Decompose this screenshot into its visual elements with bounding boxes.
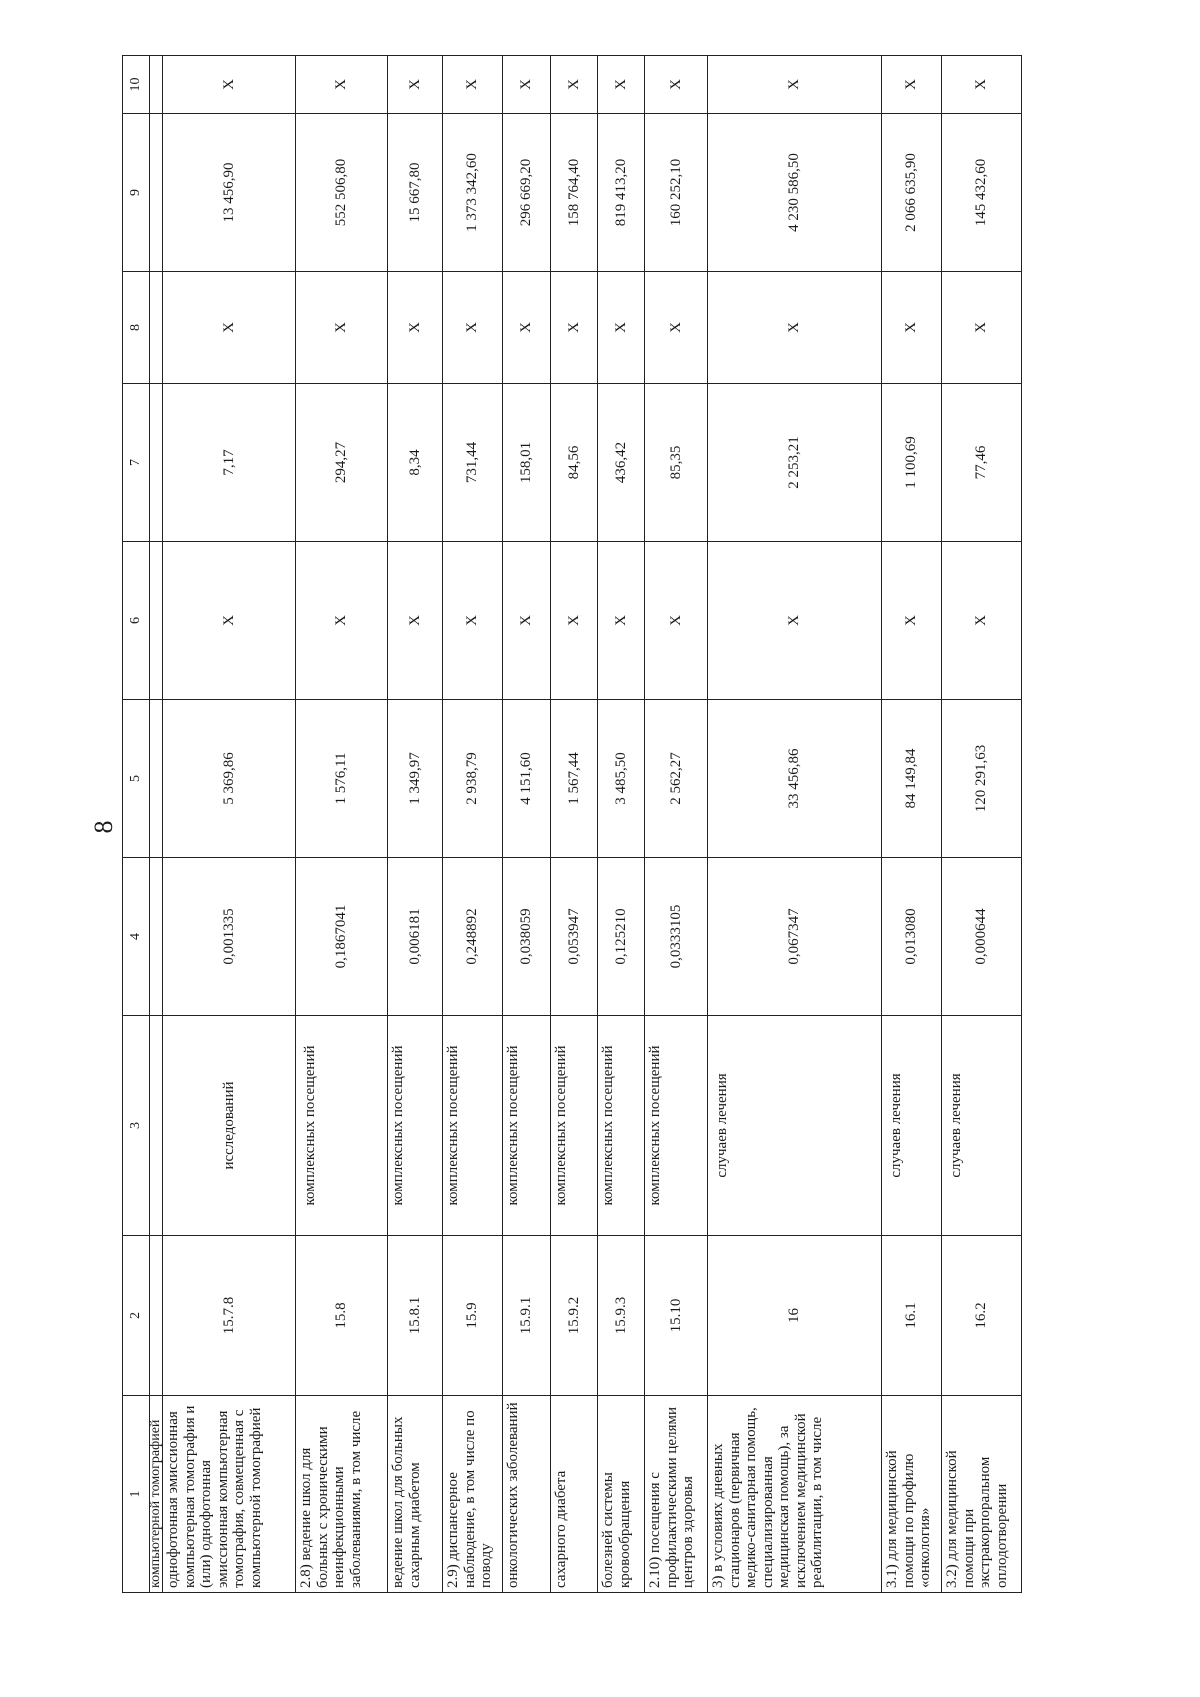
per-capita-norm: 84,56	[551, 384, 598, 542]
table-row	[443, 56, 503, 1593]
per-capita-norm: 294,27	[296, 384, 388, 542]
unit-cost: 5 369,86	[163, 700, 296, 858]
per-capita-norm: 77,46	[942, 384, 1022, 542]
volume-norm: 0,000644	[942, 858, 1022, 1016]
row-code: 15.10	[645, 1236, 708, 1396]
unit: комплексных посещений	[598, 1016, 645, 1236]
row-code: 15.7.8	[163, 1236, 296, 1396]
unit: комплексных посещений	[296, 1016, 388, 1236]
unit-cost: 2 562,27	[645, 700, 708, 858]
total-cost: 145 432,60	[942, 114, 1022, 272]
page-number: 8	[89, 820, 118, 834]
row-code: 16.2	[942, 1236, 1022, 1396]
total-cost: 160 252,10	[645, 114, 708, 272]
unit-cost: 33 456,86	[708, 700, 882, 858]
cell-x: X	[645, 542, 708, 700]
indicator-name: сахарного диабета	[551, 1396, 598, 1593]
volume-norm: 0,038059	[503, 858, 551, 1016]
unit: исследований	[163, 1016, 296, 1236]
data-table	[122, 55, 1022, 1593]
cell-x: X	[163, 272, 296, 384]
table-row	[882, 56, 942, 1593]
indicator-name: 3) в условиях дневных стационаров (первичная медико-санитарная помощь, специализированная медицинская помощь), за исключением медицинской реабилитации, в том числе	[708, 1396, 882, 1593]
cell-x: X	[942, 56, 1022, 114]
column-number: 1	[123, 1396, 150, 1593]
table-row	[708, 56, 882, 1593]
cell-x: X	[942, 272, 1022, 384]
unit: случаев лечения	[882, 1016, 942, 1236]
cell-x: X	[296, 56, 388, 114]
unit-cost: 1 567,44	[551, 700, 598, 858]
cell-x: X	[388, 56, 443, 114]
column-number-row	[123, 56, 150, 1593]
column-number: 8	[123, 272, 150, 384]
row-code: 16	[708, 1236, 882, 1396]
per-capita-norm: 1 100,69	[882, 384, 942, 542]
cell-x: X	[645, 272, 708, 384]
volume-norm: 0,006181	[388, 858, 443, 1016]
cell-x: X	[645, 56, 708, 114]
total-cost: 13 456,90	[163, 114, 296, 272]
per-capita-norm: 85,35	[645, 384, 708, 542]
unit: комплексных посещений	[443, 1016, 503, 1236]
cell-x: X	[443, 272, 503, 384]
unit-cost: 120 291,63	[942, 700, 1022, 858]
cell-x: X	[296, 272, 388, 384]
column-number: 6	[123, 542, 150, 700]
table-row	[163, 56, 296, 1593]
column-number: 2	[123, 1236, 150, 1396]
indicator-name: болезней системы кровообращения	[598, 1396, 645, 1593]
per-capita-norm: 731,44	[443, 384, 503, 542]
volume-norm: 0,125210	[598, 858, 645, 1016]
per-capita-norm: 158,01	[503, 384, 551, 542]
cell-x: X	[443, 542, 503, 700]
total-cost: 15 667,80	[388, 114, 443, 272]
table-row	[942, 56, 1022, 1593]
per-capita-norm: 7,17	[163, 384, 296, 542]
cell-x: X	[163, 56, 296, 114]
column-number: 3	[123, 1016, 150, 1236]
cell-x: X	[942, 542, 1022, 700]
row-code: 15.9.3	[598, 1236, 645, 1396]
total-cost: 2 066 635,90	[882, 114, 942, 272]
cell-x: X	[708, 272, 882, 384]
total-cost: 4 230 586,50	[708, 114, 882, 272]
unit-cost: 1 576,11	[296, 700, 388, 858]
cell-x: X	[388, 542, 443, 700]
per-capita-norm: 8,34	[388, 384, 443, 542]
cell-x: X	[296, 542, 388, 700]
volume-norm: 0,001335	[163, 858, 296, 1016]
per-capita-norm: 436,42	[598, 384, 645, 542]
cell-x: X	[598, 56, 645, 114]
cell-x: X	[443, 56, 503, 114]
indicator-name: 2.8) ведение школ для больных с хроническими неинфекционными заболеваниями, в том числе	[296, 1396, 388, 1593]
cell-x: X	[598, 272, 645, 384]
unit-cost: 4 151,60	[503, 700, 551, 858]
column-number: 4	[123, 858, 150, 1016]
cell-x: X	[551, 56, 598, 114]
volume-norm: 0,1867041	[296, 858, 388, 1016]
unit: комплексных посещений	[388, 1016, 443, 1236]
volume-norm: 0,013080	[882, 858, 942, 1016]
table-row	[645, 56, 708, 1593]
cell-x: X	[882, 56, 942, 114]
volume-norm: 0,0333105	[645, 858, 708, 1016]
volume-norm: 0,067347	[708, 858, 882, 1016]
unit: комплексных посещений	[645, 1016, 708, 1236]
indicator-name: 3.2) для медицинской помощи при экстракорпоральном оплодотворении	[942, 1396, 1022, 1593]
unit-cost: 84 149,84	[882, 700, 942, 858]
row-code: 15.9.1	[503, 1236, 551, 1396]
per-capita-norm: 2 253,21	[708, 384, 882, 542]
cell-x: X	[388, 272, 443, 384]
indicator-name: онкологических заболеваний	[503, 1396, 551, 1593]
volume-norm: 0,053947	[551, 858, 598, 1016]
data-table-rotated	[122, 56, 1122, 1593]
unit: комплексных посещений	[551, 1016, 598, 1236]
cell-x: X	[882, 272, 942, 384]
cell-x: X	[551, 542, 598, 700]
table-row	[551, 56, 598, 1593]
total-cost: 552 506,80	[296, 114, 388, 272]
indicator-name: 2.10) посещения с профилактическими целями центров здоровья	[645, 1396, 708, 1593]
cell-x: X	[163, 542, 296, 700]
indicator-name: 2.9) диспансерное наблюдение, в том числе по поводу	[443, 1396, 503, 1593]
table-row	[388, 56, 443, 1593]
total-cost: 296 669,20	[503, 114, 551, 272]
unit: случаев лечения	[708, 1016, 882, 1236]
volume-norm: 0,248892	[443, 858, 503, 1016]
row-code: 15.9.2	[551, 1236, 598, 1396]
column-number: 10	[123, 56, 150, 114]
continuation-row	[150, 56, 163, 1593]
indicator-name: однофотонная эмиссионная компьютерная томография и (или) однофотонная эмиссионная компьютерная томография, совмещенная с компьютерной томографией	[163, 1396, 296, 1593]
indicator-name: ведение школ для больных сахарным диабетом	[388, 1396, 443, 1593]
unit-cost: 2 938,79	[443, 700, 503, 858]
unit: комплексных посещений	[503, 1016, 551, 1236]
cell-x: X	[503, 56, 551, 114]
column-number: 7	[123, 384, 150, 542]
column-number: 5	[123, 700, 150, 858]
cell-x: X	[708, 56, 882, 114]
cell-x: X	[551, 272, 598, 384]
total-cost: 1 373 342,60	[443, 114, 503, 272]
column-number: 9	[123, 114, 150, 272]
indicator-name: 3.1) для медицинской помощи по профилю «онкология»	[882, 1396, 942, 1593]
total-cost: 158 764,40	[551, 114, 598, 272]
cell-x: X	[882, 542, 942, 700]
cell-x: X	[503, 272, 551, 384]
unit-cost: 3 485,50	[598, 700, 645, 858]
unit-cost: 1 349,97	[388, 700, 443, 858]
row-code: 15.8	[296, 1236, 388, 1396]
table-row	[296, 56, 388, 1593]
total-cost: 819 413,20	[598, 114, 645, 272]
cell-x: X	[503, 542, 551, 700]
cell-x: X	[708, 542, 882, 700]
unit: случаев лечения	[942, 1016, 1022, 1236]
continuation-label: компьютерной томографией	[150, 1396, 163, 1593]
cell-x: X	[598, 542, 645, 700]
row-code: 16.1	[882, 1236, 942, 1396]
table-row	[503, 56, 551, 1593]
table-row	[598, 56, 645, 1593]
row-code: 15.8.1	[388, 1236, 443, 1396]
row-code: 15.9	[443, 1236, 503, 1396]
